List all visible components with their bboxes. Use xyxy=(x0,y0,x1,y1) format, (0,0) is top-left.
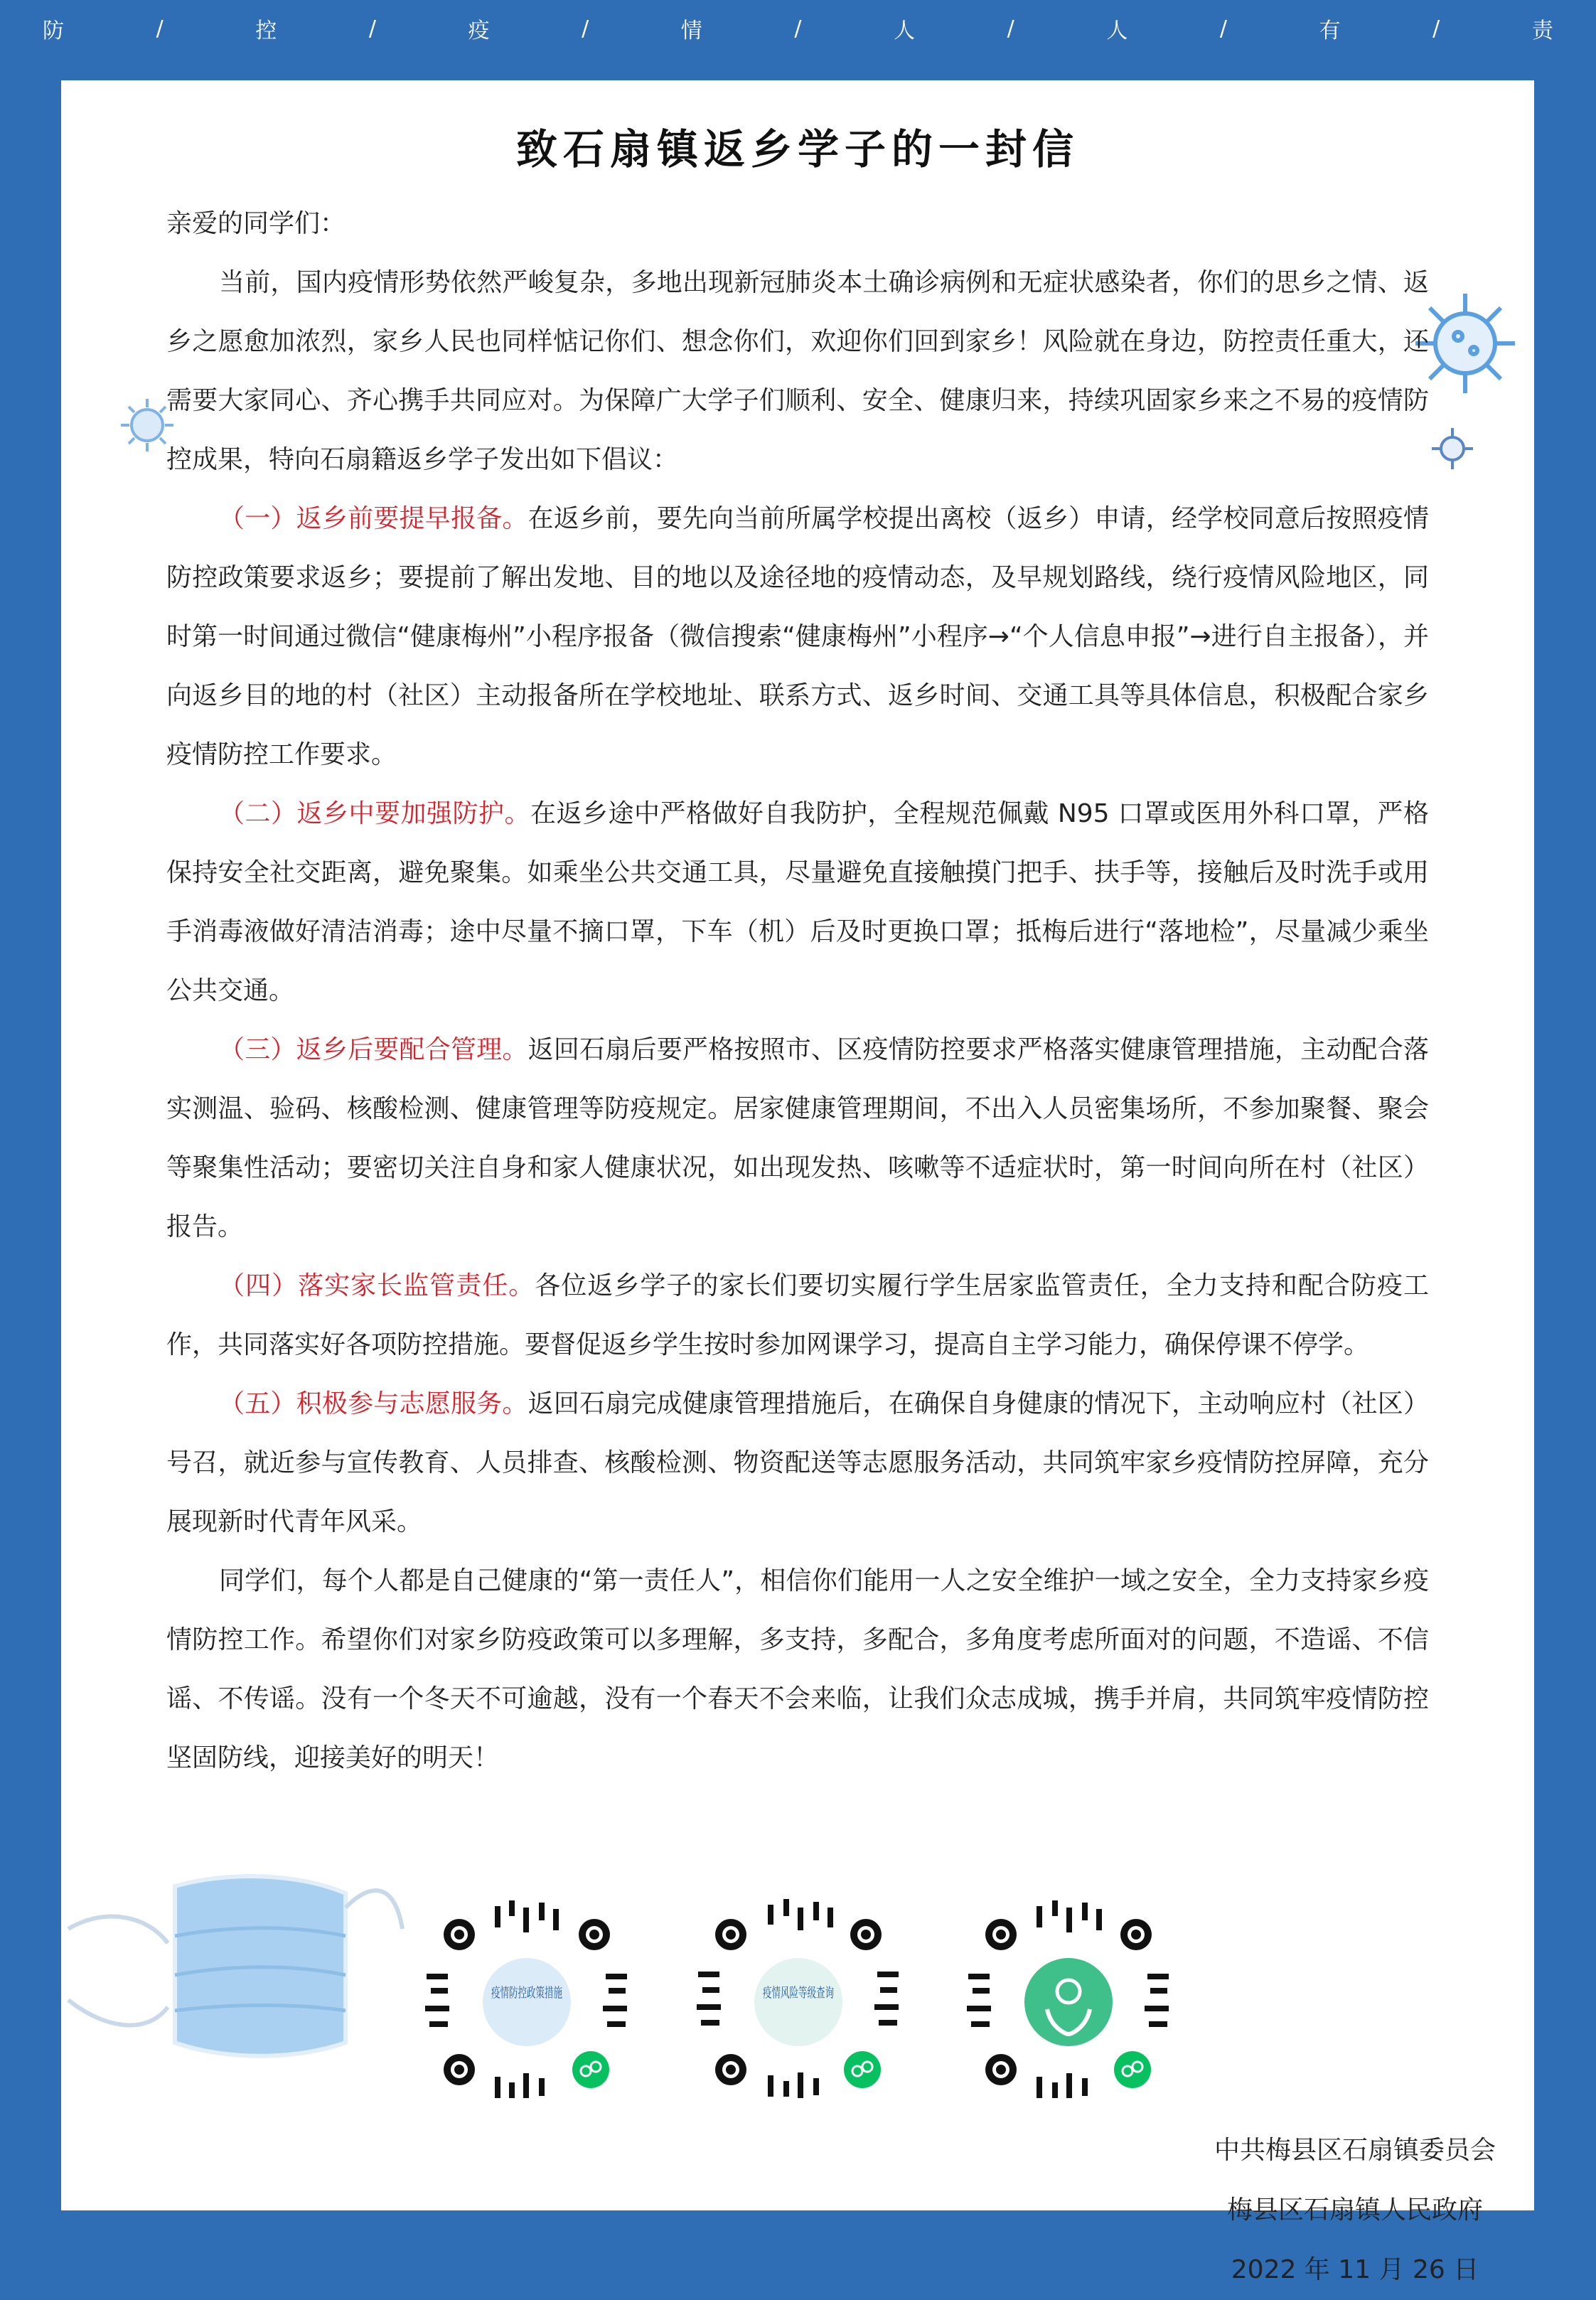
letter-paper xyxy=(61,80,1534,2284)
signature-block xyxy=(1177,2121,1533,2300)
qr-label: 疫情防控政策措施 xyxy=(491,1985,562,2001)
item-body: 在返乡途中严格做好自我防护，全程规范佩戴 N95 口罩或医用外科口罩，严格保持安全社交距离，避免聚集。如乘坐公共交通工具，尽量避免直接触摸门把手、扶手等，接触后及时洗手或用手消毒液做好清洁消毒；途中尽量不摘口罩，下车（机）后及时更换口罩；抵梅后进行“落地检”，尽量减少乘坐公共交通。 xyxy=(166,799,1429,1005)
qr-code[interactable] xyxy=(417,1892,637,2112)
banner-char: / xyxy=(1432,16,1440,41)
item-body: 在返乡前，要先向当前所属学校提出离校（返乡）申请，经学校同意后按照疫情防控政策要求返乡；要提前了解出发地、目的地以及途径地的疫情动态，及早规划路线，绕行疫情风险地区，同时第一时间通过微信“健康梅州”小程序报备（微信搜索“健康梅州”小程序→“个人信息申报”→进行自主报备），并向返乡目的地的村（社区）主动报备所在学校地址、联系方式、返乡时间、交通工具等具体信息，积极配合家乡疫情防控工作要求。 xyxy=(166,504,1429,769)
signature-org-1: 中共梅县区石扇镇委员会 xyxy=(1214,2136,1496,2165)
banner-char: / xyxy=(156,16,164,41)
item-body: 各位返乡学子的家长们要切实履行学生居家监管责任，全力支持和配合防疫工作，共同落实好各项防控措施。要督促返乡学生按时参加网课学习，提高自主学习能力，确保停课不停学。 xyxy=(166,1271,1429,1359)
item-heading: （四）落实家长监管责任。 xyxy=(219,1271,535,1300)
closing-paragraph: 同学们，每个人都是自己健康的“第一责任人”，相信你们能用一人之安全维护一域之安全，全力支持家乡疫情防控工作。希望你们对家乡防疫政策可以多理解，多支持，多配合，多角度考虑所面对的问题，不造谣、不信谣、不传谣。没有一个冬天不可逾越，没有一个春天不会来临，让我们众志成城，携手并肩，共同筑牢疫情防控坚固防线，迎接美好的明天！ xyxy=(166,1566,1429,1772)
virus-icon xyxy=(1428,424,1477,474)
signature-date: 2022 年 11 月 26 日 xyxy=(1231,2255,1479,2284)
banner-char: 人 xyxy=(1106,18,1128,43)
item-heading: （三）返乡后要配合管理。 xyxy=(219,1035,528,1064)
banner-char: 疫 xyxy=(468,18,490,43)
greeting: 亲爱的同学们： xyxy=(166,209,346,238)
item-paragraph xyxy=(166,1020,1429,1256)
banner-char: 控 xyxy=(255,18,277,43)
letter-body xyxy=(166,194,1429,1787)
banner-char: 责 xyxy=(1531,18,1553,43)
banner-char: 防 xyxy=(43,18,64,43)
banner-char: 情 xyxy=(680,18,702,43)
intro-paragraph: 当前，国内疫情形势依然严峻复杂，多地出现新冠肺炎本土确诊病例和无症状感染者，你们的思乡之情、返乡之愿愈加浓烈，家乡人民也同样惦记你们、想念你们，欢迎你们回到家乡！风险就在身边，防控责任重大，还需要大家同心、齐心携手共同应对。为保障广大学子们顺利、安全、健康归来，持续巩固家乡来之不易的疫情防控成果，特向石扇籍返乡学子发出如下倡议： xyxy=(166,268,1429,474)
qr-code[interactable] xyxy=(958,1892,1179,2112)
item-paragraph xyxy=(166,1256,1429,1374)
qr-code[interactable] xyxy=(688,1892,909,2112)
item-body: 返回石扇后要严格按照市、区疫情防控要求严格落实健康管理措施，主动配合落实测温、验码、核酸检测、健康管理等防疫规定。居家健康管理期间，不出入人员密集场所，不参加聚餐、聚会等聚集性活动；要密切关注自身和家人健康状况，如出现发热、咳嗽等不适症状时，第一时间向所在村（社区）报告。 xyxy=(166,1035,1429,1241)
qr-label: 疫情风险等级查询 xyxy=(763,1985,834,2001)
item-paragraph xyxy=(166,784,1429,1020)
face-mask-icon xyxy=(61,1865,417,2071)
banner-char: / xyxy=(794,16,802,41)
banner-char: 人 xyxy=(894,18,916,43)
top-banner xyxy=(0,0,1596,57)
item-paragraph xyxy=(166,489,1429,784)
item-heading: （二）返乡中要加强防护。 xyxy=(219,799,530,828)
banner-char: / xyxy=(1007,16,1014,41)
signature-org-2: 梅县区石扇镇人民政府 xyxy=(1226,2195,1483,2225)
letter-title: 致石扇镇返乡学子的一封信 xyxy=(515,125,1079,173)
item-heading: （一）返乡前要提早报备。 xyxy=(219,504,528,533)
banner-char: / xyxy=(1219,16,1228,41)
banner-char: / xyxy=(582,16,589,41)
item-body: 返回石扇完成健康管理措施后，在确保自身健康的情况下，主动响应村（社区）号召，就近参与宣传教育、人员排查、核酸检测、物资配送等志愿服务活动，共同筑牢家乡疫情防控屏障，充分展现新时代青年风采。 xyxy=(166,1389,1429,1536)
item-heading: （五）积极参与志愿服务。 xyxy=(219,1389,528,1418)
banner-char: / xyxy=(368,16,376,41)
item-paragraph xyxy=(166,1374,1429,1551)
banner-char: 有 xyxy=(1319,18,1341,43)
